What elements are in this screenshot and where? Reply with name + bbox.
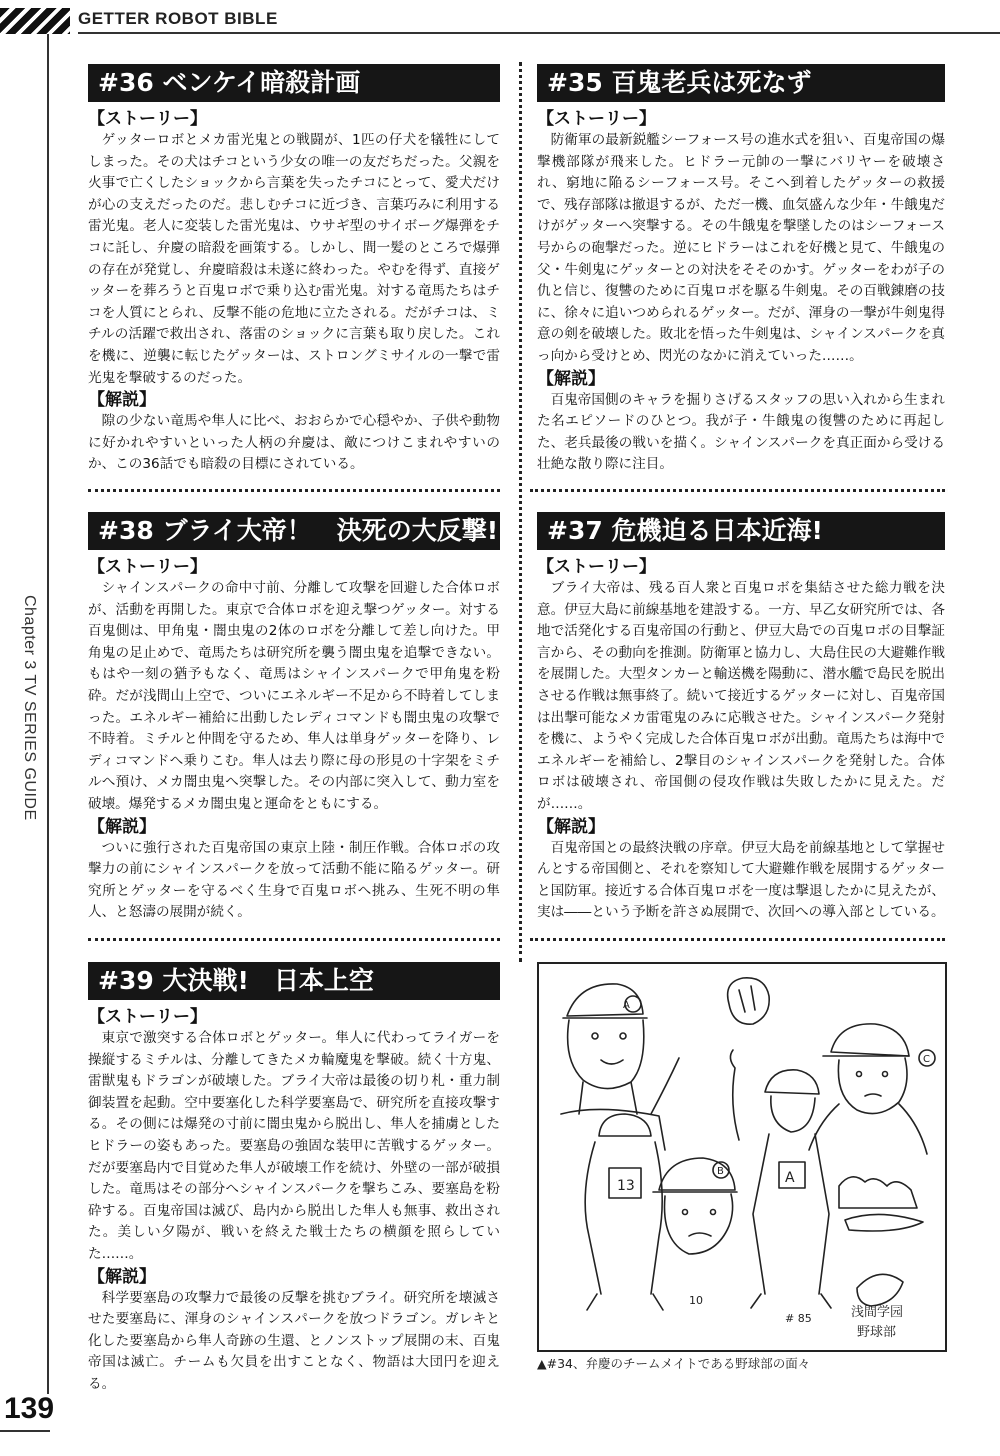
commentary-heading: 【解説】: [537, 368, 605, 389]
sketch-note-school: 浅間学园: [851, 1305, 904, 1320]
chapter-label: [10, 595, 40, 835]
commentary-text: 百鬼帝国側のキャラを掘りさげるスタッフの思い入れから生まれた名エピソードのひとつ。我が子・牛餓鬼の復讐のために再起した、老兵最後の戦いを描く。シャインスパークを真正面から受ける壮絶な散り際に注目。: [537, 391, 945, 473]
sketch-note-jersey-a: A: [785, 1170, 795, 1186]
header-rule: [78, 32, 1000, 34]
story-text: 東京で激突する合体ロボとゲッター。隼人に代わってライガーを操縦するミチルは、分離してきたメカ輪魔鬼を撃破。続く十方鬼、雷獣鬼もドラゴンが破壊した。ブライ大帝は最後の切り札・重力制御装置を起動。空中要塞化した科学要塞島で、研究所を直接攻撃する。その側には爆発の寸前に闇虫鬼から脱出し、隼人を捕虜としたヒドラーの姿もあった。要塞島の強固な装甲に苦戦するゲッター。だが要塞島内で目覚めた隼人が破壊工作を続け、外壁の一部が破損した。竜馬はその部分へシャインスパークを撃ちこみ、要塞島を粉砕する。百鬼帝国は滅び、島内から脱出した隼人も無事、救出された。美しい夕陽が、戦いを終えた戦士たちの横顔を照らしていた……。: [88, 1030, 500, 1262]
sketch-drawing: [539, 964, 945, 1350]
row-separator: [530, 489, 945, 492]
sketch-note-b: B: [717, 1166, 724, 1177]
header-stripes: [0, 8, 70, 34]
page-number-rule: [0, 1430, 50, 1432]
story-text: シャインスパークの命中寸前、分離して攻撃を回避した合体ロボが、活動を再開した。東京で合体ロボを迎え撃つゲッター。対する百鬼側は、甲角鬼・闇虫鬼の2体のロボを分離して差し向けた。甲角鬼の足止めで、竜馬たちは研究所を襲う闇虫鬼を追撃できない。もはや一刻の猶予もなく、竜馬はシャインスパークで甲角鬼を粉砕。だが浅間山上空で、ついにエネルギー不足から不時着してしまった。エネルギー補給に出動したレディコマンドも闇虫鬼の攻撃で不時着。ミチルと仲間を守るため、隼人は単身ゲッターを降り、レディコマンドへ乗りこむ。隼人は去り際に母の形見の十字架をミチルへ預け、メカ闇虫鬼へ突撃した。その内部に突入して、動力室を破壊。爆発するメカ闇虫鬼と運命をともにする。: [88, 580, 500, 812]
commentary-heading: 【解説】: [88, 1266, 156, 1287]
commentary-text: ついに強行された百鬼帝国の東京上陸・制圧作戦。合体ロボの攻撃力の前にシャインスパークを放って活動不能に陥るゲッター。研究所とゲッターを守るべく生身で百鬼ロボへ挑み、生死不明の隼人、と怒濤の展開が続く。: [88, 839, 500, 921]
chapter-text: Chapter 3 TV SERIES GUIDE: [21, 595, 38, 821]
episode-36: [88, 64, 500, 476]
episode-title: #38 ブライ大帝！ 決死の大反撃!: [88, 512, 500, 550]
commentary-heading: 【解説】: [88, 390, 156, 411]
story-heading: 【ストーリー】: [88, 557, 207, 577]
episode-title: #37 危機迫る日本近海!: [537, 512, 945, 550]
character-b-figure: [653, 1158, 737, 1254]
book-title: GETTER ROBOT BIBLE: [78, 9, 278, 28]
commentary-text: 百鬼帝国との最終決戦の序章。伊豆大島を前線基地として掌握せんとする帝国側と、それを察知して大避難作戦を展開するゲッターと国防軍。接近する合体百鬼ロボを一度は撃退したかに見えたが、実は――という予断を許さぬ展開で、次回への導入部としている。: [537, 839, 945, 921]
column-separator: [519, 62, 522, 962]
side-rule: [47, 34, 49, 1394]
story-text: ゲッターロボとメカ雷光鬼との戦闘が、1匹の仔犬を犠牲にしてしまった。その犬はチコという少女の唯一の友だちだった。父親を火事で亡くしたショックから言葉を失ったチコにとって、愛犬だけが心の支えだったのだ。悲しむチコに近づき、言葉巧みに利用する雷光鬼。老人に変装した雷光鬼は、ウサギ型のサイボーグ爆弾をチコに託し、弁慶の暗殺を画策する。しかし、間一髪のところで爆弾の存在が発覚し、弁慶暗殺は未遂に終わった。やむを得ず、直接ゲッターを葬ろうと百鬼ロボで乗り込む雷光鬼。対する竜馬たちはチコを人質にとられ、反撃不能の危地に立たされる。だがチコは、ミチルの活躍で救出され、落雷のショックに言葉も取り戻した。これを機に、逆襲に転じたゲッターは、ストロングミサイルの一撃で雷光鬼を撃破するのだった。: [88, 132, 500, 386]
sketch-note-a: A: [623, 1000, 630, 1011]
episode-39: [88, 962, 500, 1396]
row-separator: [88, 489, 500, 492]
commentary-text: 隙の少ない竜馬や隼人に比べ、おおらかで心穏やか、子供や動物に好かれやすいといった人柄の弁慶は、敵につけこまれやすいのか、この36話でも暗殺の目標にされている。: [88, 413, 500, 473]
episode-38: [88, 512, 500, 924]
equipment-sketch: [839, 1177, 923, 1306]
illustration-caption: ▲#34、弁慶のチームメイトである野球部の面々: [537, 1356, 811, 1371]
episode-35: [537, 64, 945, 476]
episode-title: #36 ベンケイ暗殺計画: [88, 64, 500, 102]
character-c-figure: [809, 1024, 935, 1154]
episode-title: #35 百鬼老兵は死なず: [537, 64, 945, 102]
commentary-heading: 【解説】: [88, 816, 156, 837]
sketch-note-10: 10: [689, 1294, 703, 1307]
center-player-figure: [730, 1050, 831, 1308]
character-a-figure: [561, 984, 665, 1150]
sketch-note-13: 13: [617, 1178, 635, 1194]
baseball-team-sketch: [537, 962, 947, 1352]
page-header: [0, 0, 1000, 34]
row-separator: [88, 938, 500, 941]
row-separator: [530, 938, 945, 941]
episode-title: #39 大決戦! 日本上空: [88, 962, 500, 1000]
page-number: 139: [4, 1392, 55, 1425]
episode-37: [537, 512, 945, 924]
sketch-note-c: C: [923, 1054, 930, 1065]
story-heading: 【ストーリー】: [88, 1007, 207, 1027]
commentary-text: 科学要塞島の攻撃力で最後の反撃を挑むブライ。研究所を壊滅させた要塞島に、渾身のシャインスパークを放つドラゴン。ガレキと化した要塞島から隼人奇跡の生還、とノンストップ展開の末、百鬼帝国は滅亡。チームも欠員を出すことなく、物語は大団円を迎える。: [88, 1289, 500, 1392]
sketch-note-85: # 85: [785, 1312, 812, 1325]
commentary-heading: 【解説】: [537, 816, 605, 837]
story-heading: 【ストーリー】: [88, 109, 207, 129]
story-text: 防衛軍の最新鋭艦シーフォース号の進水式を狙い、百鬼帝国の爆撃機部隊が飛来した。ヒドラー元帥の一撃にバリヤーを破壊され、窮地に陥るシーフォース号。そこへ到着したゲッターの救援で、残存部隊は撤退するが、ただ一機、血気盛んな少年・牛餓鬼だけがゲッターへ突撃する。その牛餓鬼を撃墜したのはシーフォース号からの砲撃だった。逆にヒドラーはこれを好機と見て、牛餓鬼の父・牛剣鬼にゲッターとの対決をそそのかす。ゲッターをわが子の仇と信じ、復讐のために百鬼ロボを駆る牛剣鬼。その百戦錬磨の技に、徐々に追いつめられるゲッター。だが、渾身の一撃が牛剣鬼得意の剣を破壊した。敗北を悟った牛剣鬼は、シャインスパークを真っ向から受けとめ、閃光のなかに消えていった……。: [537, 132, 945, 364]
mitt-sketch: [728, 978, 770, 1024]
story-heading: 【ストーリー】: [537, 109, 656, 129]
story-heading: 【ストーリー】: [537, 557, 656, 577]
story-text: ブライ大帝は、残る百人衆と百鬼ロボを集結させた総力戦を決意。伊豆大島に前線基地を建設する。一方、早乙女研究所では、各地で活発化する百鬼帝国の行動と、伊豆大島での百鬼ロボの目撃証言から、その動向を推測。防衛軍と協力し、大島住民の大避難作戦を展開した。大型タンカーと輸送機を陽動に、潜水艦で島民を脱出させる作戦は無事終了。続いて接近するゲッターに対し、百鬼帝国は出撃可能なメカ雷電鬼のみに応戦させた。シャインスパーク発射を機に、ようやく完成した合体百鬼ロボが出動。竜馬たちは海中でエネルギーを補給し、2撃目のシャインスパークを発射した。合体ロボは破壊され、帝国側の侵攻作戦は失敗したかに見えた。だが……。: [537, 580, 945, 812]
sketch-note-club: 野球部: [857, 1325, 897, 1340]
